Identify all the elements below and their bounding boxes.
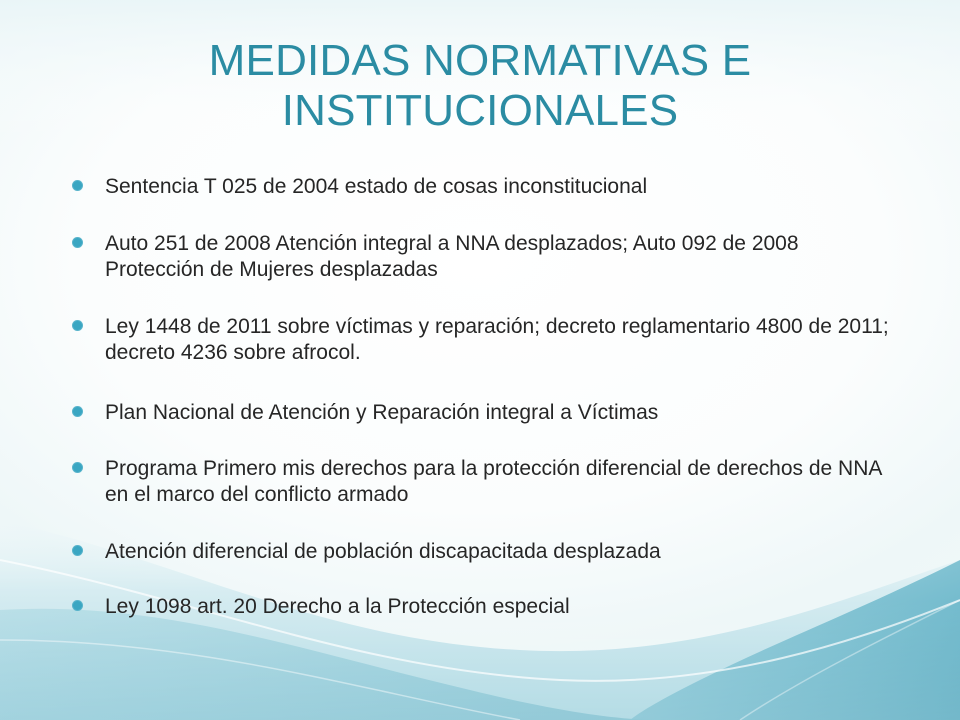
- bullet-text: Auto 251 de 2008 Atención integral a NNA desplazados; Auto 092 de 2008 Protección de Mujeres desplazadas: [105, 232, 799, 281]
- bullet-dot-icon: [72, 180, 83, 191]
- slide-title-line-2: INSTITUCIONALES: [281, 86, 679, 135]
- bullet-text: Ley 1448 de 2011 sobre víctimas y reparación; decreto reglamentario 4800 de 2011; decreto 4236 sobre afrocol.: [105, 315, 889, 364]
- bullet-dot-icon: [72, 320, 83, 331]
- bullet-item: [72, 456, 892, 508]
- bullet-item: [72, 174, 892, 200]
- bullet-text: Ley 1098 art. 20 Derecho a la Protección especial: [105, 595, 570, 618]
- bullet-text: Programa Primero mis derechos para la protección diferencial de derechos de NNA en el marco del conflicto armado: [105, 457, 882, 506]
- bullet-item: [72, 539, 892, 565]
- bullet-item: [72, 314, 892, 366]
- bullet-dot-icon: [72, 237, 83, 248]
- bullet-text: Plan Nacional de Atención y Reparación integral a Víctimas: [105, 401, 659, 424]
- bullet-text: Atención diferencial de población discapacitada desplazada: [105, 540, 661, 563]
- bullet-dot-icon: [72, 600, 83, 611]
- bullet-item: [72, 400, 892, 426]
- bullet-dot-icon: [72, 545, 83, 556]
- bullet-dot-icon: [72, 462, 83, 473]
- bullet-item: [72, 231, 892, 283]
- bullet-text: Sentencia T 025 de 2004 estado de cosas inconstitucional: [105, 175, 648, 198]
- slide-title-line-1: MEDIDAS NORMATIVAS E: [208, 36, 752, 85]
- bullet-dot-icon: [72, 406, 83, 417]
- bullet-item: [72, 594, 892, 620]
